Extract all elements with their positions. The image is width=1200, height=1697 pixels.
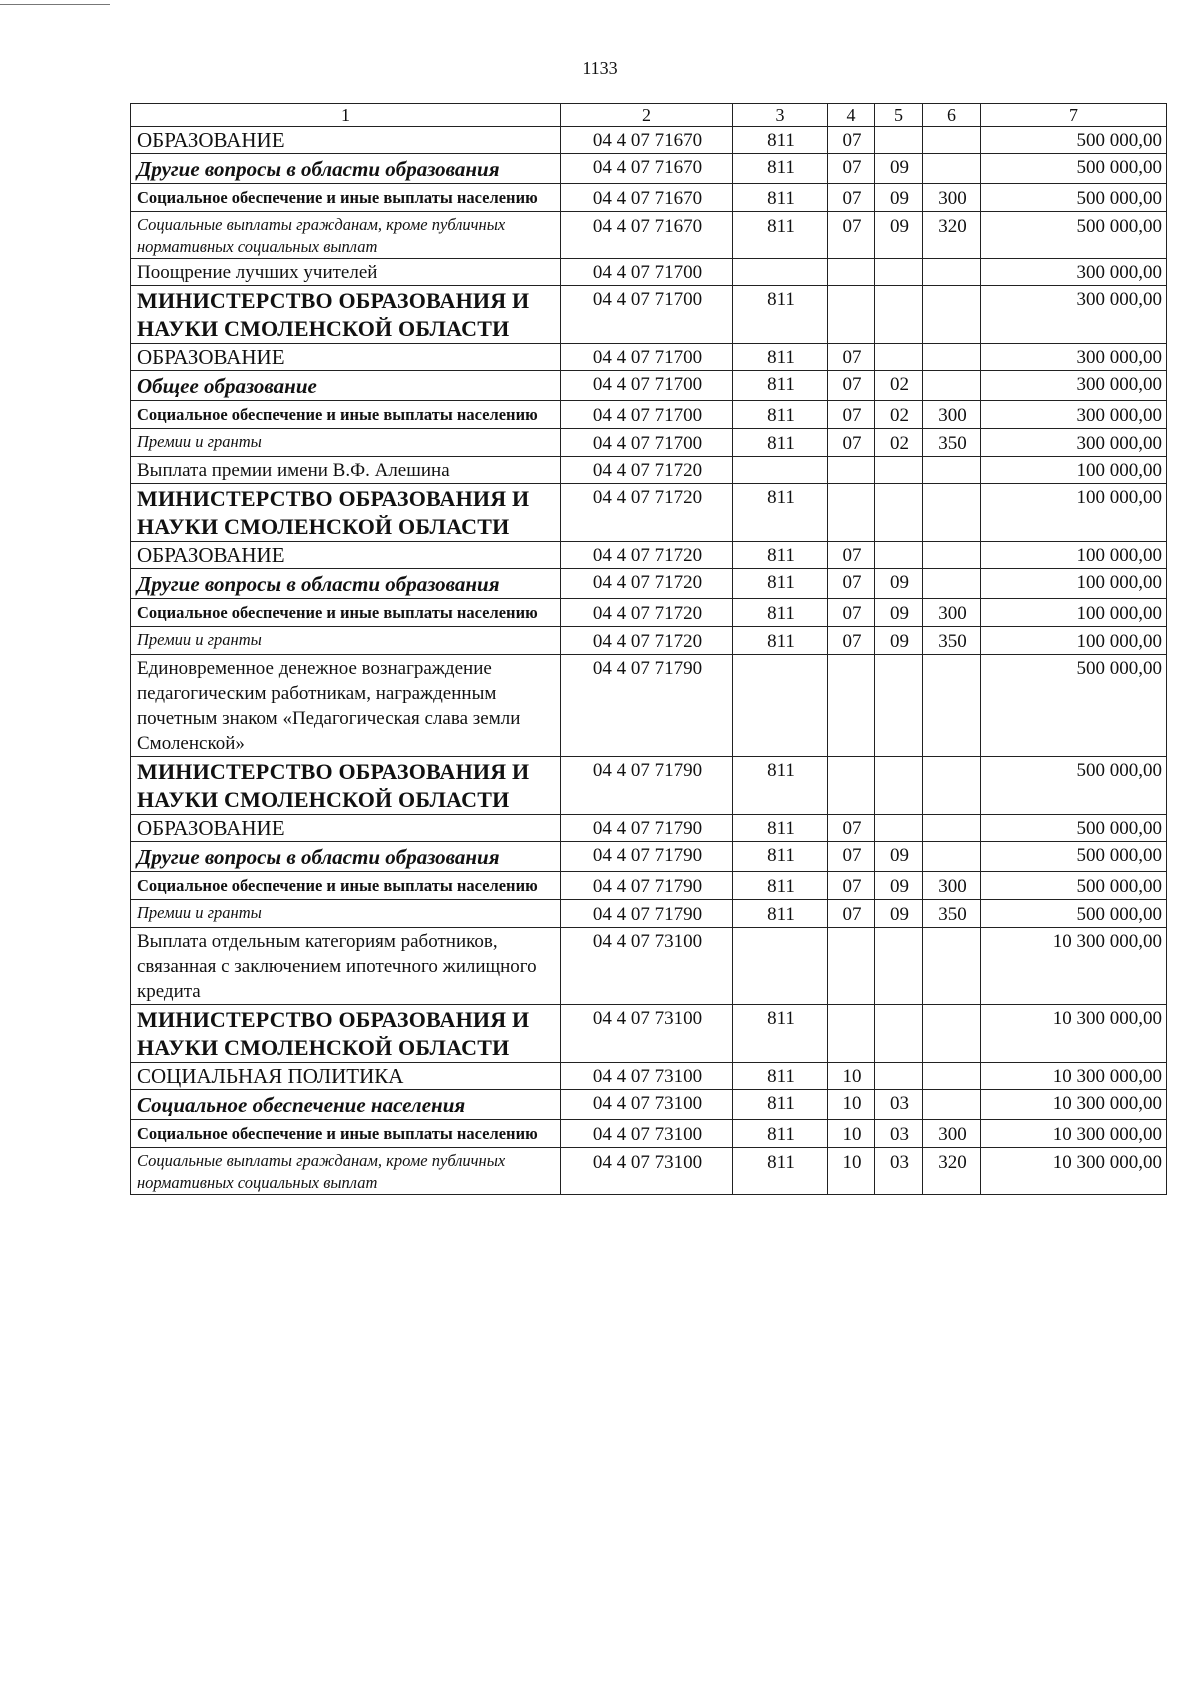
row-amount: 100 000,00 — [981, 542, 1167, 569]
row-section-code: 07 — [828, 344, 875, 371]
table-body — [131, 127, 1167, 1195]
row-grbs: 811 — [733, 429, 828, 457]
row-section-code — [828, 1005, 875, 1063]
row-subsection-code: 02 — [875, 429, 923, 457]
row-subsection-code — [875, 757, 923, 815]
row-section-code: 07 — [828, 154, 875, 184]
row-amount: 500 000,00 — [981, 212, 1167, 259]
row-grbs: 811 — [733, 542, 828, 569]
row-section-code: 07 — [828, 842, 875, 872]
row-expense-type — [923, 757, 981, 815]
row-section-code — [828, 484, 875, 542]
row-subsection-code — [875, 259, 923, 286]
row-grbs: 811 — [733, 1063, 828, 1090]
row-grbs: 811 — [733, 1005, 828, 1063]
row-amount: 10 300 000,00 — [981, 1090, 1167, 1120]
row-section-code: 10 — [828, 1120, 875, 1148]
row-grbs — [733, 457, 828, 484]
row-subsection-code: 09 — [875, 872, 923, 900]
row-expense-type — [923, 344, 981, 371]
row-grbs: 811 — [733, 127, 828, 154]
row-name: МИНИСТЕРСТВО ОБРАЗОВАНИЯ И НАУКИ СМОЛЕНСКОЙ ОБЛАСТИ — [131, 286, 561, 344]
row-code: 04 4 07 71720 — [561, 457, 733, 484]
row-subsection-code — [875, 655, 923, 757]
table-row — [131, 1063, 1167, 1090]
row-grbs: 811 — [733, 872, 828, 900]
row-amount: 500 000,00 — [981, 815, 1167, 842]
row-expense-type: 300 — [923, 599, 981, 627]
row-expense-type — [923, 457, 981, 484]
row-code: 04 4 07 73100 — [561, 1090, 733, 1120]
row-amount: 100 000,00 — [981, 599, 1167, 627]
table-row — [131, 569, 1167, 599]
row-expense-type — [923, 655, 981, 757]
row-amount: 500 000,00 — [981, 842, 1167, 872]
table-row — [131, 599, 1167, 627]
row-expense-type: 320 — [923, 212, 981, 259]
row-section-code — [828, 457, 875, 484]
row-code: 04 4 07 71720 — [561, 627, 733, 655]
row-code: 04 4 07 71700 — [561, 401, 733, 429]
row-code: 04 4 07 71700 — [561, 371, 733, 401]
row-code: 04 4 07 71790 — [561, 900, 733, 928]
row-code: 04 4 07 73100 — [561, 1120, 733, 1148]
row-expense-type: 320 — [923, 1148, 981, 1195]
header-col-6: 6 — [923, 104, 981, 127]
row-code: 04 4 07 71790 — [561, 655, 733, 757]
row-name: Социальное обеспечение и иные выплаты населению — [131, 401, 561, 429]
row-subsection-code — [875, 344, 923, 371]
header-col-3: 3 — [733, 104, 828, 127]
row-name: СОЦИАЛЬНАЯ ПОЛИТИКА — [131, 1063, 561, 1090]
table-row — [131, 344, 1167, 371]
row-subsection-code: 09 — [875, 627, 923, 655]
row-subsection-code: 09 — [875, 184, 923, 212]
row-amount: 500 000,00 — [981, 872, 1167, 900]
row-section-code: 07 — [828, 401, 875, 429]
row-name: Выплата отдельным категориям работников, связанная с заключением ипотечного жилищного кредита — [131, 928, 561, 1005]
header-col-4: 4 — [828, 104, 875, 127]
row-section-code: 10 — [828, 1148, 875, 1195]
header-row — [131, 104, 1167, 127]
table-row — [131, 542, 1167, 569]
table-row — [131, 627, 1167, 655]
row-name: Другие вопросы в области образования — [131, 569, 561, 599]
table-row — [131, 815, 1167, 842]
row-subsection-code: 09 — [875, 599, 923, 627]
row-grbs: 811 — [733, 184, 828, 212]
row-name: МИНИСТЕРСТВО ОБРАЗОВАНИЯ И НАУКИ СМОЛЕНСКОЙ ОБЛАСТИ — [131, 757, 561, 815]
table-row — [131, 757, 1167, 815]
table-row — [131, 1148, 1167, 1195]
row-amount: 300 000,00 — [981, 401, 1167, 429]
row-amount: 300 000,00 — [981, 344, 1167, 371]
row-name: Премии и гранты — [131, 627, 561, 655]
row-expense-type — [923, 484, 981, 542]
table-row — [131, 286, 1167, 344]
row-grbs: 811 — [733, 627, 828, 655]
row-section-code: 10 — [828, 1063, 875, 1090]
row-expense-type: 350 — [923, 429, 981, 457]
row-expense-type — [923, 928, 981, 1005]
row-name: Социальное обеспечение и иные выплаты населению — [131, 872, 561, 900]
table-row — [131, 184, 1167, 212]
row-name: Премии и гранты — [131, 429, 561, 457]
row-expense-type — [923, 1090, 981, 1120]
row-code: 04 4 07 71670 — [561, 154, 733, 184]
row-expense-type: 350 — [923, 900, 981, 928]
row-expense-type — [923, 815, 981, 842]
row-section-code: 10 — [828, 1090, 875, 1120]
row-expense-type: 300 — [923, 184, 981, 212]
table-row — [131, 872, 1167, 900]
table-row — [131, 655, 1167, 757]
row-amount: 10 300 000,00 — [981, 1063, 1167, 1090]
row-subsection-code: 03 — [875, 1120, 923, 1148]
table-row — [131, 484, 1167, 542]
row-subsection-code — [875, 457, 923, 484]
row-grbs: 811 — [733, 401, 828, 429]
row-name: Социальное обеспечение и иные выплаты населению — [131, 184, 561, 212]
row-subsection-code: 03 — [875, 1148, 923, 1195]
row-subsection-code — [875, 815, 923, 842]
row-section-code: 07 — [828, 900, 875, 928]
row-amount: 300 000,00 — [981, 371, 1167, 401]
row-code: 04 4 07 71670 — [561, 212, 733, 259]
row-section-code — [828, 259, 875, 286]
row-grbs: 811 — [733, 842, 828, 872]
row-name: Другие вопросы в области образования — [131, 154, 561, 184]
row-name: Поощрение лучших учителей — [131, 259, 561, 286]
row-section-code: 07 — [828, 599, 875, 627]
row-amount: 10 300 000,00 — [981, 1005, 1167, 1063]
row-expense-type: 300 — [923, 401, 981, 429]
row-name: МИНИСТЕРСТВО ОБРАЗОВАНИЯ И НАУКИ СМОЛЕНСКОЙ ОБЛАСТИ — [131, 484, 561, 542]
row-name: Социальное обеспечение населения — [131, 1090, 561, 1120]
row-subsection-code — [875, 1005, 923, 1063]
row-grbs: 811 — [733, 599, 828, 627]
row-grbs: 811 — [733, 484, 828, 542]
row-section-code — [828, 757, 875, 815]
row-name: ОБРАЗОВАНИЕ — [131, 542, 561, 569]
table-row — [131, 1120, 1167, 1148]
table-row — [131, 1005, 1167, 1063]
row-grbs: 811 — [733, 815, 828, 842]
row-code: 04 4 07 73100 — [561, 1005, 733, 1063]
row-code: 04 4 07 71670 — [561, 127, 733, 154]
row-expense-type — [923, 286, 981, 344]
row-section-code: 07 — [828, 127, 875, 154]
row-subsection-code: 09 — [875, 900, 923, 928]
row-amount: 500 000,00 — [981, 184, 1167, 212]
row-subsection-code — [875, 127, 923, 154]
row-name: Единовременное денежное вознаграждение педагогическим работникам, награжденным почетным знаком «Педагогическая слава земли Смоленской» — [131, 655, 561, 757]
row-code: 04 4 07 71720 — [561, 484, 733, 542]
row-section-code: 07 — [828, 627, 875, 655]
row-section-code: 07 — [828, 569, 875, 599]
row-subsection-code — [875, 484, 923, 542]
row-grbs: 811 — [733, 1148, 828, 1195]
row-expense-type — [923, 542, 981, 569]
table-row — [131, 154, 1167, 184]
row-expense-type — [923, 569, 981, 599]
row-expense-type: 300 — [923, 872, 981, 900]
row-expense-type — [923, 1063, 981, 1090]
row-amount: 500 000,00 — [981, 127, 1167, 154]
row-subsection-code: 09 — [875, 842, 923, 872]
row-subsection-code: 02 — [875, 371, 923, 401]
table-row — [131, 429, 1167, 457]
row-grbs: 811 — [733, 371, 828, 401]
row-expense-type — [923, 1005, 981, 1063]
row-name: ОБРАЗОВАНИЕ — [131, 815, 561, 842]
row-subsection-code — [875, 542, 923, 569]
header-col-2: 2 — [561, 104, 733, 127]
row-expense-type — [923, 371, 981, 401]
row-section-code: 07 — [828, 872, 875, 900]
row-name: Общее образование — [131, 371, 561, 401]
row-amount: 10 300 000,00 — [981, 1148, 1167, 1195]
row-expense-type — [923, 259, 981, 286]
row-name: Социальное обеспечение и иные выплаты населению — [131, 599, 561, 627]
table-row — [131, 842, 1167, 872]
row-code: 04 4 07 71720 — [561, 569, 733, 599]
row-code: 04 4 07 73100 — [561, 928, 733, 1005]
row-subsection-code: 09 — [875, 569, 923, 599]
table-row — [131, 457, 1167, 484]
row-code: 04 4 07 71700 — [561, 344, 733, 371]
table-row — [131, 127, 1167, 154]
row-amount: 500 000,00 — [981, 154, 1167, 184]
row-grbs: 811 — [733, 569, 828, 599]
row-section-code: 07 — [828, 542, 875, 569]
row-code: 04 4 07 71700 — [561, 259, 733, 286]
row-amount: 100 000,00 — [981, 569, 1167, 599]
row-expense-type — [923, 842, 981, 872]
row-name: Социальное обеспечение и иные выплаты населению — [131, 1120, 561, 1148]
row-amount: 100 000,00 — [981, 484, 1167, 542]
table-row — [131, 928, 1167, 1005]
row-expense-type — [923, 127, 981, 154]
row-code: 04 4 07 71790 — [561, 815, 733, 842]
row-name: Социальные выплаты гражданам, кроме публичных нормативных социальных выплат — [131, 1148, 561, 1195]
row-amount: 300 000,00 — [981, 286, 1167, 344]
row-code: 04 4 07 71700 — [561, 286, 733, 344]
row-subsection-code: 02 — [875, 401, 923, 429]
row-grbs: 811 — [733, 344, 828, 371]
header-col-7: 7 — [981, 104, 1167, 127]
row-code: 04 4 07 71700 — [561, 429, 733, 457]
row-amount: 500 000,00 — [981, 655, 1167, 757]
table-row — [131, 900, 1167, 928]
table-row — [131, 401, 1167, 429]
row-name: ОБРАЗОВАНИЕ — [131, 344, 561, 371]
row-grbs — [733, 259, 828, 286]
row-grbs: 811 — [733, 757, 828, 815]
row-code: 04 4 07 71720 — [561, 599, 733, 627]
row-name: МИНИСТЕРСТВО ОБРАЗОВАНИЯ И НАУКИ СМОЛЕНСКОЙ ОБЛАСТИ — [131, 1005, 561, 1063]
row-section-code: 07 — [828, 184, 875, 212]
row-amount: 100 000,00 — [981, 627, 1167, 655]
row-name: Выплата премии имени В.Ф. Алешина — [131, 457, 561, 484]
row-name: Другие вопросы в области образования — [131, 842, 561, 872]
row-amount: 10 300 000,00 — [981, 928, 1167, 1005]
row-expense-type: 350 — [923, 627, 981, 655]
row-section-code: 07 — [828, 429, 875, 457]
row-grbs: 811 — [733, 286, 828, 344]
row-subsection-code — [875, 286, 923, 344]
row-grbs — [733, 928, 828, 1005]
header-col-5: 5 — [875, 104, 923, 127]
row-section-code — [828, 928, 875, 1005]
row-code: 04 4 07 73100 — [561, 1148, 733, 1195]
row-name: Социальные выплаты гражданам, кроме публичных нормативных социальных выплат — [131, 212, 561, 259]
scan-corner-mark — [0, 4, 110, 5]
row-expense-type: 300 — [923, 1120, 981, 1148]
row-code: 04 4 07 71720 — [561, 542, 733, 569]
row-grbs: 811 — [733, 1120, 828, 1148]
row-code: 04 4 07 71790 — [561, 757, 733, 815]
table-row — [131, 259, 1167, 286]
row-grbs: 811 — [733, 1090, 828, 1120]
row-grbs: 811 — [733, 154, 828, 184]
row-amount: 500 000,00 — [981, 757, 1167, 815]
row-amount: 500 000,00 — [981, 900, 1167, 928]
table-row — [131, 1090, 1167, 1120]
row-amount: 10 300 000,00 — [981, 1120, 1167, 1148]
row-code: 04 4 07 73100 — [561, 1063, 733, 1090]
row-section-code: 07 — [828, 371, 875, 401]
table-row — [131, 371, 1167, 401]
row-section-code: 07 — [828, 815, 875, 842]
row-amount: 300 000,00 — [981, 259, 1167, 286]
row-name: ОБРАЗОВАНИЕ — [131, 127, 561, 154]
row-amount: 100 000,00 — [981, 457, 1167, 484]
row-subsection-code — [875, 1063, 923, 1090]
row-subsection-code — [875, 928, 923, 1005]
row-section-code — [828, 655, 875, 757]
row-subsection-code: 09 — [875, 212, 923, 259]
row-code: 04 4 07 71790 — [561, 842, 733, 872]
row-grbs: 811 — [733, 900, 828, 928]
row-code: 04 4 07 71670 — [561, 184, 733, 212]
row-name: Премии и гранты — [131, 900, 561, 928]
row-grbs: 811 — [733, 212, 828, 259]
row-section-code: 07 — [828, 212, 875, 259]
row-expense-type — [923, 154, 981, 184]
table-row — [131, 212, 1167, 259]
page-number: 1133 — [582, 58, 618, 78]
row-section-code — [828, 286, 875, 344]
header-col-1: 1 — [131, 104, 561, 127]
row-subsection-code: 09 — [875, 154, 923, 184]
budget-table — [130, 103, 1167, 1195]
row-subsection-code: 03 — [875, 1090, 923, 1120]
row-grbs — [733, 655, 828, 757]
row-amount: 300 000,00 — [981, 429, 1167, 457]
row-code: 04 4 07 71790 — [561, 872, 733, 900]
